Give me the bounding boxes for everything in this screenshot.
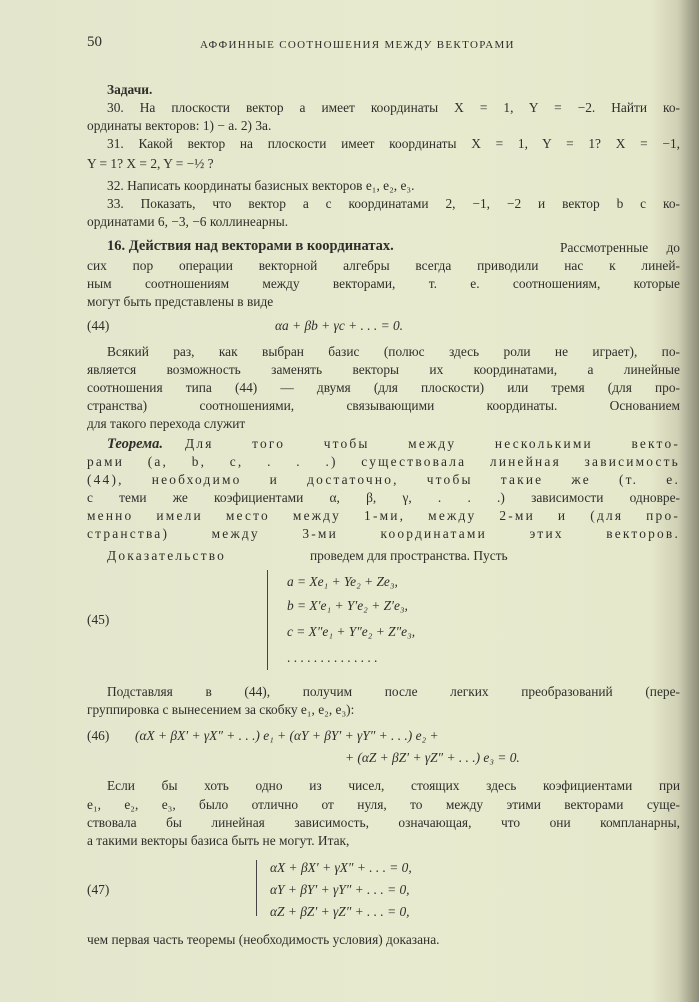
paragraph-line: странства) соотношениями, связывающими координаты. Основанием bbox=[87, 398, 680, 413]
eq45-label: (45) bbox=[87, 612, 110, 627]
eq44-label: (44) bbox=[87, 318, 110, 333]
paragraph-line: Всякий раз, как выбран базис (полюс здесь роли не играет), по- bbox=[107, 344, 680, 359]
paragraph-line: а такими векторы базиса быть не могут. Итак, bbox=[87, 833, 350, 848]
eq45-line: c = X″e₁ + Y″e₂ + Z″e₃, bbox=[287, 624, 416, 639]
eq47-line: αY + βY′ + γY″ + . . . = 0, bbox=[270, 882, 410, 897]
eq46-label: (46) bbox=[87, 728, 110, 743]
proof-line: проведем для пространства. Пусть bbox=[310, 548, 508, 563]
eq46-line: + (αZ + βZ′ + γZ″ + . . .) e₃ = 0. bbox=[345, 750, 520, 765]
paragraph-line: является возможность заменять векторы их координатами, а линейные bbox=[87, 362, 680, 377]
theorem-label: Теорема. bbox=[107, 436, 163, 452]
paragraph-line: Подставляя в (44), получим после легких преобразований (пере- bbox=[107, 684, 680, 699]
problem-line: 30. На плоскости вектор a имеет координаты X = 1, Y = −2. Найти ко- bbox=[107, 100, 680, 115]
paragraph-line: для такого перехода служит bbox=[87, 416, 246, 431]
problem-line: 32. Написать координаты базисных векторов e₁, e₂, e₃. bbox=[107, 178, 415, 193]
page-number: 50 bbox=[87, 34, 102, 50]
theorem-line: Для того чтобы между несколькими векто- bbox=[185, 436, 680, 451]
problem-line: ординатами 6, −3, −6 коллинеарны. bbox=[87, 214, 289, 229]
eq44-formula: αa + βb + γc + . . . = 0. bbox=[275, 318, 404, 333]
eq47-label: (47) bbox=[87, 882, 110, 897]
paragraph-line: e₁, e₂, e₃, было отлично от нуля, то между этими векторами суще- bbox=[87, 797, 680, 812]
problems-heading: Задачи. bbox=[107, 82, 153, 97]
eq47-line: αX + βX′ + γX″ + . . . = 0, bbox=[270, 860, 412, 875]
theorem-line: рами (a, b, c, . . .) существовала линейная зависимость bbox=[87, 454, 680, 469]
paragraph-line: Если бы хоть одно из чисел, стоящих здесь коэфициентами при bbox=[107, 778, 680, 793]
eq45-line: . . . . . . . . . . . . . . bbox=[287, 650, 378, 665]
problem-line: 31. Какой вектор на плоскости имеет координаты X = 1, Y = 1? X = −1, bbox=[107, 136, 680, 151]
proof-label: Доказательство bbox=[107, 548, 227, 563]
eq45-line: b = X′e₁ + Y′e₂ + Z′e₃, bbox=[287, 598, 408, 613]
eq45-brace bbox=[267, 570, 268, 670]
problem-line: Y = 1? X = 2, Y = −½ ? bbox=[87, 156, 214, 171]
theorem-line: странства) между 3-ми координатами этих векторов. bbox=[87, 526, 680, 541]
paragraph-line: соотношения типа (44) — двумя (для плоскости) или тремя (для про- bbox=[87, 380, 680, 395]
theorem-line: менно имели место между 1-ми, между 2-ми и (для про- bbox=[87, 508, 680, 523]
running-title: АФФИННЫЕ СООТНОШЕНИЯ МЕЖДУ ВЕКТОРАМИ bbox=[200, 39, 515, 51]
paragraph-line: группировка с вынесением за скобку e₁, e₂, e₃): bbox=[87, 702, 355, 717]
eq45-line: a = Xe₁ + Ye₂ + Ze₃, bbox=[287, 574, 398, 589]
conclusion-line: чем первая часть теоремы (необходимость условия) доказана. bbox=[87, 932, 440, 947]
theorem-line: с теми же коэфициентами α, β, γ, . . .) зависимости одновре- bbox=[87, 490, 680, 505]
theorem-line: (44), необходимо и достаточно, чтобы такие же (т. е. bbox=[87, 472, 680, 487]
section-line: Рассмотренные до bbox=[560, 240, 680, 255]
paragraph-line: ствовала бы линейная зависимость, означающая, что они компланарны, bbox=[87, 815, 680, 830]
section-line: могут быть представлены в виде bbox=[87, 294, 274, 309]
problem-line: 33. Показать, что вектор a с координатами 2, −1, −2 и вектор b с ко- bbox=[107, 196, 680, 211]
eq47-brace bbox=[256, 860, 257, 916]
problem-line: ординаты векторов: 1) − a. 2) 3a. bbox=[87, 118, 272, 133]
eq47-line: αZ + βZ′ + γZ″ + . . . = 0, bbox=[270, 904, 410, 919]
section-line: ным соотношениям между векторами, т. е. соотношениям, которые bbox=[87, 276, 680, 291]
eq46-line: (αX + βX′ + γX″ + . . .) e₁ + (αY + βY′ + γY″ + . . .) e₂ + bbox=[135, 728, 439, 743]
section-title: 16. Действия над векторами в координатах. bbox=[107, 238, 394, 254]
section-line: сих пор операции векторной алгебры всегда приводили нас к линей- bbox=[87, 258, 680, 273]
